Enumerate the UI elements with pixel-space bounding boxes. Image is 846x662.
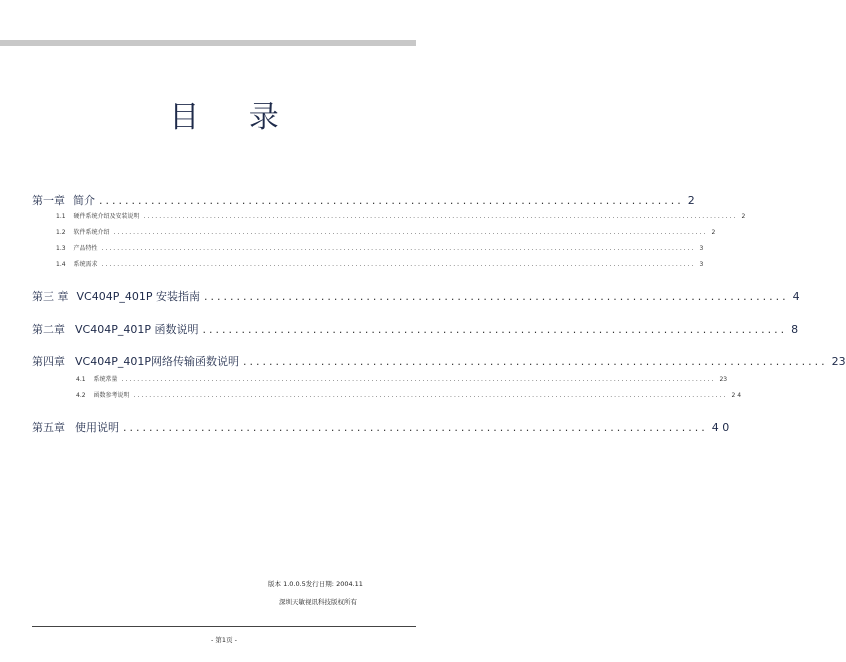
toc-leader-dots: .......................................................................................... [203,290,789,303]
toc-section-title: 硬件系统介绍及安装说明 [73,213,140,220]
toc-chapter-title: VC404P_401P 安装指南 [76,290,200,303]
toc-section-title: 软件系统介绍 [73,229,110,236]
toc-page-number: 2 [687,194,695,207]
toc-page-number: 8 [791,323,799,336]
toc-chapter-number: 第一章 [32,194,65,207]
toc-page-number: 23 [831,355,846,368]
toc-chapter-number: 第四章 [32,355,65,368]
toc-page-number: 2 [711,229,716,236]
copyright-notice: 深圳天敏视讯科技版权所有 [279,598,357,606]
toc-section-1-1[interactable] [56,211,746,220]
toc-section-1-2[interactable] [56,227,716,236]
toc-section-title: 系统需求 [73,261,98,268]
toc-leader-dots: ........................................................................................................................................................ [133,392,728,399]
toc-section-number: 1.1 [56,213,66,220]
toc-leader-dots: .......................................................................................... [123,421,708,434]
toc-leader-dots: .......................................................................................... [202,323,788,336]
toc-page-number: 2 4 [731,392,742,399]
toc-leader-dots: ........................................................................................................................................................ [143,213,738,220]
page-title: 目 录 [169,100,299,135]
toc-section-number: 1.2 [56,229,66,236]
toc-chapter-functions[interactable] [32,321,799,337]
toc-chapter-number: 第五章 [32,421,65,434]
toc-page-number: 23 [719,376,728,383]
toc-page-number: 2 [741,213,746,220]
toc-section-4-1[interactable] [76,374,728,383]
toc-section-number: 4.1 [76,376,86,383]
toc-chapter-1[interactable] [32,192,695,208]
toc-chapter-number: 第二章 [32,323,65,336]
page-number: - 第1页 - [211,636,237,644]
header-rule [0,40,416,46]
toc-leader-dots: .......................................................................................... [242,355,828,368]
toc-leader-dots: ........................................................................................................................................................ [121,376,716,383]
toc-page-number: 3 [699,245,704,252]
toc-chapter-title: 使用说明 [75,421,119,434]
toc-chapter-usage[interactable] [32,419,730,435]
toc-page-number: 3 [699,261,704,268]
toc-leader-dots: ........................................................................................................................................................ [113,229,708,236]
toc-leader-dots: ........................................................................................................................................................ [101,245,696,252]
toc-section-1-4[interactable] [56,259,704,268]
toc-chapter-title: 简介 [73,194,95,207]
version-info: 版本 1.0.0.5发行日期: 2004.11 [268,580,363,588]
toc-section-number: 4.2 [76,392,86,399]
toc-chapter-network[interactable] [32,353,846,369]
toc-section-title: 函数参考说明 [93,392,130,399]
toc-leader-dots: ........................................................................................................................................................ [101,261,696,268]
toc-section-number: 1.3 [56,245,66,252]
toc-page-number: 4 [792,290,800,303]
toc-section-number: 1.4 [56,261,66,268]
toc-section-title: 产品特性 [73,245,98,252]
toc-leader-dots: .......................................................................................... [99,194,684,207]
toc-page-number: 4 0 [711,421,730,434]
toc-section-1-3[interactable] [56,243,704,252]
toc-chapter-install[interactable] [32,288,800,304]
toc-section-4-2[interactable] [76,390,742,399]
toc-chapter-title: VC404P_401P网络传输函数说明 [75,355,239,368]
footer-rule [32,626,416,627]
toc-chapter-number: 第三 章 [32,290,69,303]
toc-chapter-title: VC404P_401P 函数说明 [75,323,199,336]
toc-section-title: 系统常量 [93,376,118,383]
